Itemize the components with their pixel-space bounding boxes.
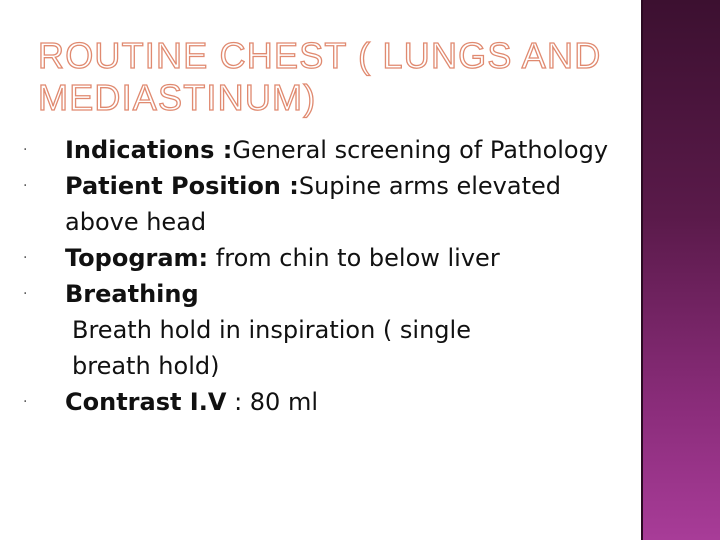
breathing-detail-line-1: Breath hold in inspiration ( single [72,316,471,344]
bullet-marker: · [23,250,28,266]
bullet-text: : 80 ml [226,388,318,416]
bullet-label: Contrast I.V [65,388,227,416]
bullet-item-indications [20,132,620,168]
bullet-item-topogram [20,240,620,276]
bullet-list [20,132,620,420]
bullet-marker: · [23,142,28,158]
bullet-label: Patient Position : [65,172,299,200]
bullet-item-breathing [20,276,620,312]
slide-title [38,34,602,118]
bullet-item-patient-position [20,168,620,240]
bullet-label: Breathing [65,280,199,308]
bullet-label: Topogram: [65,244,209,272]
title-line-1: ROUTINE CHEST ( LUNGS AND [38,35,602,76]
bullet-marker: · [23,286,28,302]
decorative-side-band [641,0,720,540]
bullet-text: from chin to below liver [208,244,500,272]
bullet-text: General screening of Pathology [232,136,609,164]
breathing-detail-line-2: breath hold) [72,352,220,380]
bullet-marker: · [23,178,28,194]
side-band-edge [641,0,643,540]
bullet-text: Supine arms elevated above head [65,172,561,236]
bullet-item-contrast [20,384,620,420]
bullet-marker: · [23,394,28,410]
title-line-2: MEDIASTINUM) [38,77,317,118]
bullet-label: Indications : [65,136,233,164]
